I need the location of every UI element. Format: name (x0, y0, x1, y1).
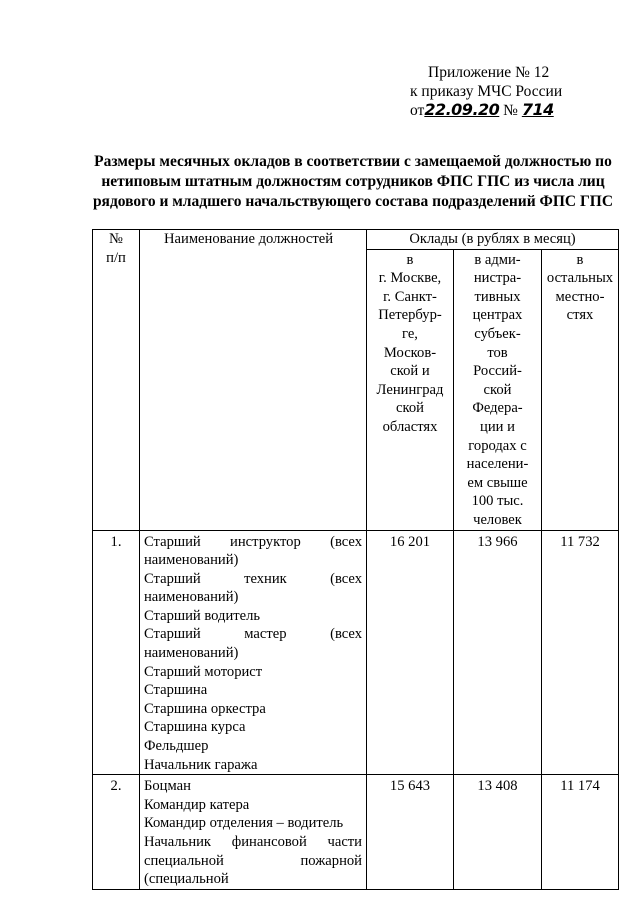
table-row (93, 530, 619, 775)
handwritten-date: 22.09.20 (424, 100, 500, 119)
header-moscow-cell (367, 249, 454, 530)
position-name: Старшина курса (144, 719, 246, 736)
position-name: наименований) (144, 645, 239, 662)
salary-moscow: 15 643 (367, 775, 454, 890)
header-row (93, 230, 619, 250)
position-name: Старший техник (всех (144, 570, 362, 587)
salary-table (92, 229, 619, 890)
header-admin-line: субъек- (474, 325, 521, 342)
header-name-cell: Наименование должностей (140, 230, 367, 531)
position-names-cell (140, 530, 367, 775)
appendix-header (410, 64, 562, 121)
salary-admin-centers: 13 966 (454, 530, 542, 775)
header-admin-line: тов (487, 344, 508, 361)
position-name: Старшина оркестра (144, 700, 266, 717)
header-admin-line: 100 тыс. (471, 493, 524, 510)
header-other-cell (542, 249, 619, 530)
table-row (93, 775, 619, 890)
header-other-line: в (576, 251, 584, 268)
header-moscow-line: ге, (402, 325, 418, 342)
salary-admin-centers: 13 408 (454, 775, 542, 890)
header-moscow-line: Петербур- (378, 307, 442, 324)
header-moscow-line: в (406, 251, 414, 268)
header-moscow-line: ской и (390, 363, 430, 380)
header-other-line: местно- (555, 288, 605, 305)
handwritten-order-number: 714 (521, 100, 554, 119)
appendix-number: Приложение № 12 (428, 64, 550, 81)
position-name: Старшина (144, 682, 208, 699)
header-moscow-line: г. Москве, (378, 270, 442, 287)
header-admin-line: ской (483, 381, 512, 398)
order-date-line (410, 101, 562, 121)
header-admin-line: тивных (474, 288, 521, 305)
position-name: Фельдшер (144, 738, 209, 755)
header-other-line: остальных (546, 270, 614, 287)
position-name: специальной пожарной (144, 852, 362, 869)
position-name: Старший мастер (всех (144, 626, 362, 643)
header-admin-line: центрах (472, 307, 523, 324)
header-num-cell (93, 230, 140, 531)
position-name: Начальник финансовой части (144, 834, 362, 850)
header-num-sign: № (109, 231, 123, 247)
salary-other: 11 732 (542, 530, 619, 775)
header-admin-line: населени- (466, 456, 529, 473)
header-admin-line: городах с (468, 437, 527, 454)
document-title: Размеры месячных окладов в соответствии с замещаемой должностью по нетиповым штатным должностям сотрудников ФПС ГПС из числа лиц рядового и младшего начальствующего состава подразделений ФПС ГПС (92, 153, 614, 210)
header-moscow-line: Ленинград (376, 381, 444, 398)
row-number: 2. (93, 775, 140, 890)
date-prefix: от (410, 102, 425, 119)
position-name: Командир отделения – водитель (144, 815, 344, 832)
position-names-cell (140, 775, 367, 890)
order-reference: к приказу МЧС России (410, 82, 563, 100)
position-name: Начальник гаража (144, 756, 258, 773)
header-moscow-line: г. Санкт- (383, 288, 437, 305)
header-moscow-line: ской (396, 400, 424, 417)
header-admin-line: нистра- (473, 270, 522, 287)
position-name: наименований) (144, 589, 239, 606)
header-admin-line: в адми- (474, 251, 521, 268)
position-name: (специальной (144, 871, 229, 888)
position-name: наименований) (144, 552, 239, 569)
header-num-abbr: п/п (106, 249, 126, 266)
position-name: Старший водитель (144, 607, 261, 624)
salary-moscow: 16 201 (367, 530, 454, 775)
header-moscow-line: областях (382, 418, 438, 435)
header-admin-line: Федера- (472, 400, 523, 417)
header-admin-line: ем свыше (467, 474, 528, 491)
header-other-line: стях (566, 307, 594, 324)
header-admin-cell (454, 249, 542, 530)
row-number: 1. (93, 530, 140, 775)
header-salaries-cell: Оклады (в рублях в месяц) (367, 230, 619, 250)
salary-other: 11 174 (542, 775, 619, 890)
position-name: Командир катера (144, 796, 250, 813)
header-admin-line: человек (473, 511, 522, 528)
header-admin-line: ции и (480, 418, 515, 435)
header-moscow-line: Москов- (383, 344, 437, 361)
number-sign: № (499, 102, 522, 119)
position-name: Старший инструктор (всех (144, 533, 362, 550)
position-name: Боцман (144, 778, 191, 795)
position-name: Старший моторист (144, 663, 263, 680)
header-admin-line: Россий- (473, 363, 522, 380)
